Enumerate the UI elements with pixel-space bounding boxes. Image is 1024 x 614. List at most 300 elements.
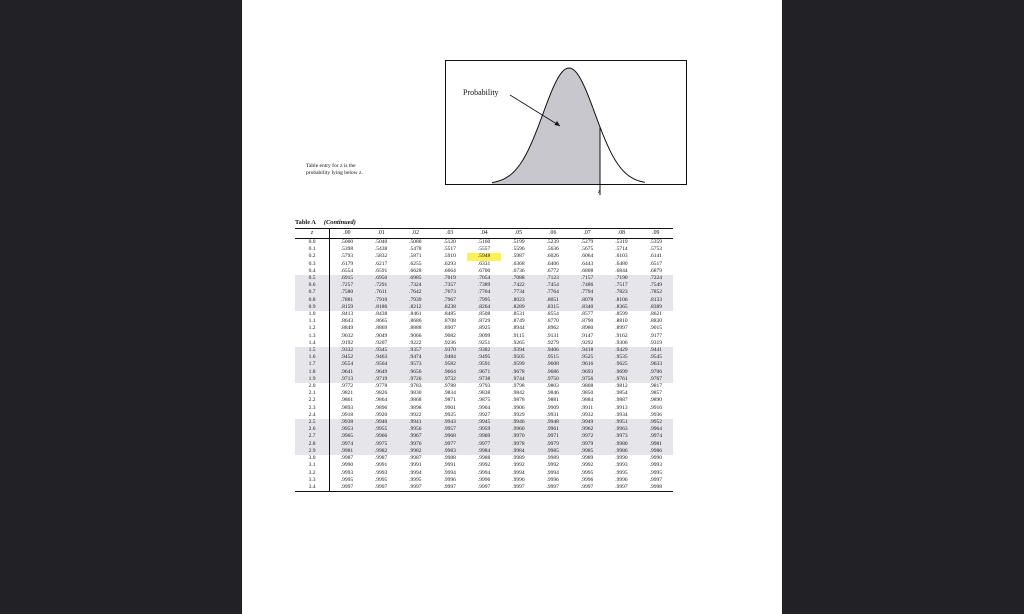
probability-cell: .6255 [409,260,422,267]
probability-cell: .9162 [615,332,628,339]
probability-cell: .9983 [433,448,467,455]
table-body [295,239,673,492]
probability-cell: .9842 [512,390,525,397]
table-row [295,297,673,304]
probability-cell: .9992 [580,462,594,469]
z-value-cell: 0.9 [295,304,330,311]
probability-cell: .9484 [433,354,467,361]
probability-cell: .9875 [477,397,491,404]
probability-cell: .6480 [615,260,628,267]
probability-cell: .5714 [615,246,628,253]
probability-cell: .9972 [570,433,604,440]
probability-cell: .8830 [649,318,662,325]
probability-cell: .5398 [340,246,354,253]
probability-cell: .7764 [536,289,570,296]
probability-cell: .9641 [330,369,364,376]
probability-cell: .8962 [546,325,559,332]
probability-cell: .9861 [340,397,354,404]
probability-cell: .9904 [477,404,491,411]
table-row [295,390,673,397]
z-value-cell: 1.5 [295,347,330,354]
z-value-cell: 0.6 [295,282,330,289]
probability-cell: .9967 [398,433,432,440]
probability-cell: .8289 [501,304,535,311]
probability-cell: .9545 [639,354,673,361]
column-header: .09 [639,229,673,239]
probability-cell: .8340 [570,304,604,311]
z-value-cell: 3.2 [295,470,330,477]
probability-cell: .7257 [330,282,364,289]
probability-cell: .9505 [501,354,535,361]
probability-cell: .9664 [433,369,467,376]
probability-cell: .9991 [409,462,422,469]
probability-cell: .9929 [512,411,525,418]
z-value-cell: 2.1 [295,390,330,397]
probability-cell: .9515 [536,354,570,361]
probability-cell: .7224 [639,275,673,282]
z-value-cell: 0.4 [295,268,330,275]
probability-cell: .9997 [580,483,594,490]
table-row [295,304,673,311]
z-value-cell: 0.5 [295,275,330,282]
probability-cell: .9984 [467,448,501,455]
probability-cell: .5359 [649,239,662,245]
probability-cell: .9887 [615,397,628,404]
table-row [295,311,673,318]
table-row [295,340,673,347]
z-table [295,228,673,492]
probability-cell: .6844 [615,267,628,274]
probability-cell: .9993 [615,462,628,469]
probability-cell: .6331 [477,260,491,267]
column-header: .02 [398,229,432,239]
probability-cell: .9177 [649,332,662,339]
probability-cell: .9997 [374,483,388,490]
probability-cell: .9803 [546,383,559,390]
probability-cell: .8133 [639,297,673,304]
probability-cell: .9370 [433,347,467,354]
probability-cell: .5120 [443,239,456,245]
probability-cell: .9817 [649,383,662,390]
probability-cell: .9979 [570,441,604,448]
probability-cell: .9920 [374,411,388,418]
probability-cell: .9952 [639,419,673,426]
table-row [295,369,673,376]
z-value-cell: 1.9 [295,376,330,383]
probability-cell: .8944 [512,325,525,332]
probability-cell: .9265 [512,339,525,346]
probability-cell: .9418 [570,347,604,354]
probability-cell: .5675 [580,246,594,253]
probability-cell: .9625 [604,361,638,368]
probability-cell: .9706 [639,369,673,376]
caption-line-2: probability lying below z. [306,170,363,176]
probability-cell: .9988 [477,455,491,462]
probability-cell: .9441 [639,347,673,354]
probability-cell: .9778 [374,383,388,390]
probability-cell: .8264 [467,304,501,311]
probability-cell: .6141 [649,253,662,260]
probability-cell: .9949 [570,419,604,426]
probability-cell: .9963 [604,426,638,433]
probability-cell: .5636 [546,246,559,253]
probability-cell: .9997 [477,483,491,490]
probability-cell: .9871 [443,397,456,404]
probability-cell: .5438 [374,246,388,253]
z-value-cell: 1.4 [295,340,330,347]
probability-cell: .9649 [364,369,398,376]
probability-cell: .9463 [364,354,398,361]
probability-cell: .9767 [639,376,673,383]
probability-cell: .9989 [512,455,525,462]
probability-cell: .8186 [364,304,398,311]
probability-cell: .9772 [340,383,354,390]
probability-cell: .9082 [443,332,456,339]
probability-cell: .7054 [467,275,501,282]
probability-callout-label: Probability [463,88,499,97]
probability-cell: .9319 [649,339,662,346]
probability-cell: .9345 [364,347,398,354]
probability-cell: .5239 [546,239,559,245]
z-table-block [295,218,673,492]
probability-cell: .8621 [649,311,662,318]
probability-cell: .9996 [546,476,559,483]
table-row [295,426,673,433]
probability-cell: .8078 [570,297,604,304]
probability-cell: .8599 [615,311,628,318]
probability-cell: .8413 [340,311,354,318]
probability-cell: .9991 [374,462,388,469]
probability-cell: .9616 [570,361,604,368]
table-title [295,218,673,228]
probability-cell: .8389 [639,304,673,311]
probability-cell: .8554 [546,311,559,318]
z-value-cell: 2.6 [295,426,330,433]
probability-cell: .9406 [536,347,570,354]
probability-cell: .7580 [330,289,364,296]
probability-cell: .9977 [467,441,501,448]
probability-cell: .8485 [443,311,456,318]
probability-cell: .9525 [570,354,604,361]
column-header: .04 [467,229,501,239]
probability-cell: .6217 [374,260,388,267]
probability-cell: .7611 [364,289,398,296]
probability-cell: .9948 [536,419,570,426]
probability-cell: .8531 [512,311,525,318]
probability-cell: .9292 [580,339,594,346]
probability-cell: .8708 [443,318,456,325]
table-row [295,289,673,296]
table-row [295,282,673,289]
probability-cell: .9996 [615,476,628,483]
probability-cell: .7939 [398,297,432,304]
table-label: Table A [295,219,316,226]
z-value-cell: 2.0 [295,383,330,390]
probability-cell: .9744 [501,376,535,383]
probability-cell: .9115 [512,332,525,339]
probability-cell: .9699 [604,369,638,376]
probability-cell: .9732 [433,376,467,383]
table-row [295,253,673,260]
probability-cell: .8869 [374,325,388,332]
probability-cell: .9554 [330,361,364,368]
probability-cell: .7019 [433,275,467,282]
probability-cell: .9535 [604,354,638,361]
probability-cell: .7673 [433,289,467,296]
probability-cell: .9236 [443,339,456,346]
probability-cell: .9918 [340,411,354,418]
probability-cell: .9953 [330,426,364,433]
probability-cell: .9959 [467,426,501,433]
probability-cell: .9761 [604,376,638,383]
probability-cell: .9981 [639,441,673,448]
probability-cell: .9962 [570,426,604,433]
probability-cell: .9997 [409,483,422,490]
z-value-cell: 0.0 [295,239,330,247]
probability-cell: .9965 [330,433,364,440]
probability-cell: .8770 [546,318,559,325]
z-value-cell: 1.6 [295,354,330,361]
probability-cell: .9750 [536,376,570,383]
probability-cell: .9978 [501,441,535,448]
probability-cell: .6915 [330,275,364,282]
probability-cell: .9993 [374,469,388,476]
probability-cell: .8365 [604,304,638,311]
probability-cell: .9984 [501,448,535,455]
probability-cell: .6406 [546,260,559,267]
table-row [295,441,673,448]
probability-cell: .7881 [330,297,364,304]
probability-cell: .9997 [340,483,354,490]
probability-cell: .9830 [409,390,422,397]
probability-cell: .8997 [615,325,628,332]
probability-cell: .5753 [649,246,662,253]
probability-cell: .9971 [536,433,570,440]
z-value-cell: 2.3 [295,405,330,412]
probability-cell: .7486 [570,282,604,289]
probability-cell: .8106 [604,297,638,304]
table-row [295,477,673,484]
probability-cell: .5871 [409,253,422,260]
probability-cell: .9961 [536,426,570,433]
probability-cell: .8925 [477,325,491,332]
probability-cell: .9997 [615,483,628,490]
column-header: .07 [570,229,604,239]
probability-cell: .9564 [364,361,398,368]
z-value-cell: 3.1 [295,462,330,469]
probability-cell: .9992 [512,462,525,469]
probability-cell: .9936 [649,411,662,418]
probability-cell: .9015 [649,325,662,332]
probability-cell: .9896 [374,404,388,411]
probability-cell: .9995 [374,476,388,483]
z-value-cell: 2.8 [295,441,330,448]
probability-cell: .9985 [536,448,570,455]
probability-cell: .8238 [433,304,467,311]
probability-cell: .5319 [615,239,628,245]
probability-cell: .5040 [374,239,388,245]
probability-cell: .6772 [546,267,559,274]
probability-cell: .9147 [580,332,594,339]
probability-cell: .6026 [546,253,559,260]
probability-cell: .9049 [374,332,388,339]
probability-cell: .9998 [649,483,662,490]
probability-cell: .8159 [330,304,364,311]
probability-cell: .7794 [570,289,604,296]
probability-cell: .9994 [477,469,491,476]
probability-cell: .9932 [580,411,594,418]
probability-cell: .6985 [398,275,432,282]
probability-cell: .9357 [398,347,432,354]
probability-cell: .8790 [580,318,594,325]
probability-cell: .8051 [536,297,570,304]
probability-cell: .9956 [398,426,432,433]
table-row [295,383,673,390]
probability-cell: .9941 [398,419,432,426]
probability-cell: .9582 [433,361,467,368]
z-value-cell: 0.8 [295,297,330,304]
probability-cell: .9969 [467,433,501,440]
probability-cell: .9838 [477,390,491,397]
probability-cell: .9881 [546,397,559,404]
probability-cell: .9960 [501,426,535,433]
table-row [295,347,673,354]
probability-cell: .9633 [639,361,673,368]
probability-cell: .6103 [615,253,628,260]
probability-cell: .5160 [477,239,491,245]
column-header: .06 [536,229,570,239]
probability-cell: .9994 [443,469,456,476]
probability-cell: .9922 [409,411,422,418]
document-page [242,0,782,614]
probability-cell: .9977 [433,441,467,448]
probability-cell: .9474 [398,354,432,361]
probability-cell: .9279 [546,339,559,346]
column-header: .03 [433,229,467,239]
probability-cell: .9927 [477,411,491,418]
probability-cell: .9974 [639,433,673,440]
probability-cell: .9686 [536,369,570,376]
table-row [295,484,673,492]
probability-cell: .9994 [512,469,525,476]
column-header: .01 [364,229,398,239]
probability-cell: .9207 [374,339,388,346]
table-row [295,318,673,325]
probability-cell: .9854 [615,390,628,397]
probability-cell: .9332 [330,347,364,354]
probability-cell: .7734 [501,289,535,296]
probability-cell: .9940 [364,419,398,426]
probability-cell: .7454 [536,282,570,289]
probability-cell: .9974 [330,441,364,448]
probability-cell: .9864 [374,397,388,404]
table-row [295,239,673,247]
table-row [295,433,673,440]
probability-cell: .9713 [330,376,364,383]
probability-cell: .9997 [546,483,559,490]
probability-cell: .9251 [477,339,491,346]
z-value-cell: 0.3 [295,261,330,268]
probability-cell: .7088 [501,275,535,282]
z-value-cell: 0.7 [295,289,330,296]
probability-cell: .9995 [615,469,628,476]
probability-cell: .9994 [546,469,559,476]
probability-cell: .9945 [467,419,501,426]
probability-cell: .9955 [364,426,398,433]
probability-cell: .9934 [615,411,628,418]
probability-cell: .5517 [443,246,456,253]
probability-cell: .9032 [340,332,354,339]
probability-cell: .9997 [443,483,456,490]
table-continued-label: (Continued) [323,219,356,226]
probability-cell: .6179 [340,260,354,267]
probability-cell: .9995 [340,476,354,483]
probability-cell: .9989 [546,455,559,462]
probability-cell: .9906 [512,404,525,411]
probability-cell: .6736 [512,267,525,274]
probability-cell: .9996 [580,476,594,483]
probability-cell: .9997 [649,476,662,483]
probability-cell: .9981 [330,448,364,455]
probability-cell: .6808 [580,267,594,274]
probability-cell: .9591 [467,361,501,368]
probability-cell: .9943 [433,419,467,426]
probability-cell: .6064 [580,253,594,260]
probability-cell: .9884 [580,397,594,404]
z-column-header: z [295,229,330,239]
z-value-cell: 1.0 [295,311,330,318]
table-row [295,462,673,469]
probability-cell: .8438 [374,311,388,318]
table-row [295,333,673,340]
probability-cell: .9808 [580,383,594,390]
probability-cell: .9982 [364,448,398,455]
probability-cell: .7995 [467,297,501,304]
table-row [295,275,673,282]
table-row [295,325,673,332]
probability-cell: .9931 [546,411,559,418]
probability-cell: .9826 [374,390,388,397]
probability-cell: .9909 [546,404,559,411]
probability-cell: .9970 [501,433,535,440]
probability-cell: .9991 [443,462,456,469]
probability-cell: .9495 [467,354,501,361]
probability-cell: .9916 [649,404,662,411]
z-value-cell: 0.2 [295,253,330,260]
probability-cell: .9893 [340,404,354,411]
z-value-cell: 2.5 [295,419,330,426]
z-value-cell: 1.2 [295,325,330,332]
z-value-cell: 1.8 [295,369,330,376]
table-row [295,470,673,477]
probability-cell: .9990 [649,455,662,462]
probability-cell: .9980 [604,441,638,448]
probability-cell: .9990 [340,462,354,469]
probability-cell: .9990 [615,455,628,462]
probability-cell: .9756 [570,376,604,383]
probability-cell: .6554 [340,267,354,274]
caption-line-1: Table entry for z is the [306,163,356,169]
table-row [295,419,673,426]
probability-cell: .9966 [364,433,398,440]
column-header: .00 [330,229,364,239]
table-row [295,246,673,253]
probability-cell: .9996 [512,476,525,483]
probability-cell: .9878 [512,397,525,404]
probability-cell: .5910 [443,253,456,260]
probability-cell: .9964 [639,426,673,433]
probability-cell: .7967 [433,297,467,304]
